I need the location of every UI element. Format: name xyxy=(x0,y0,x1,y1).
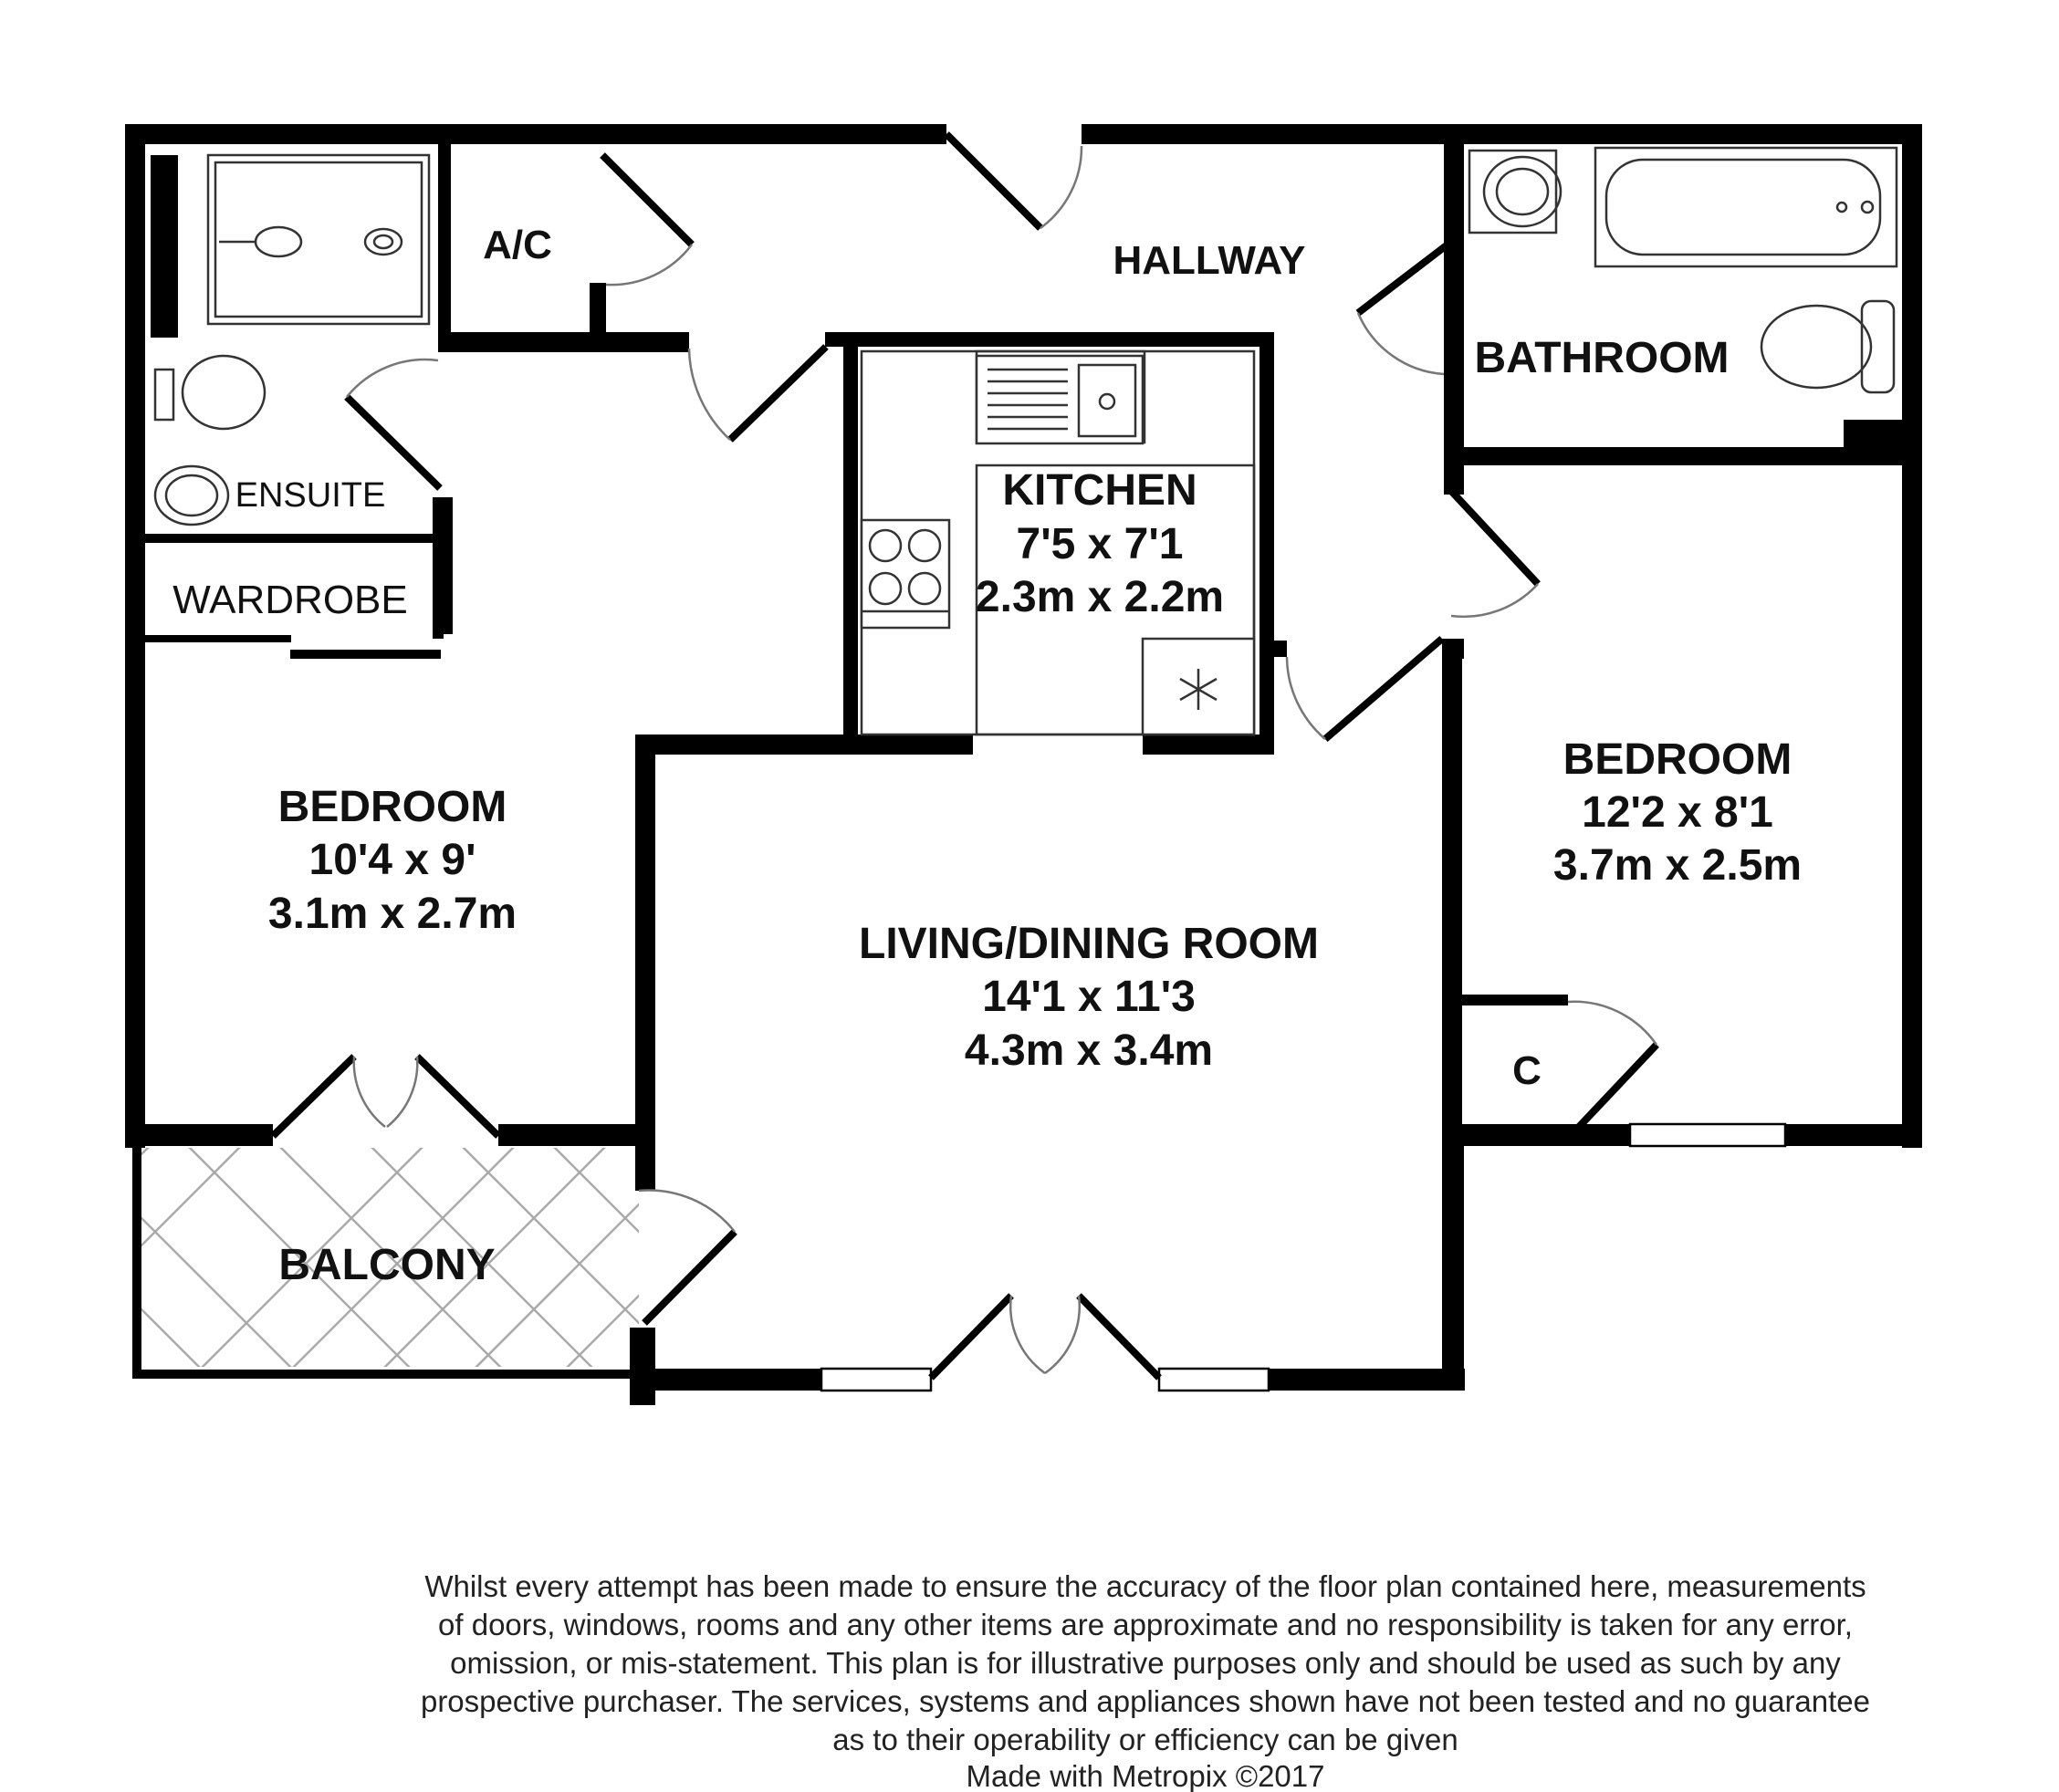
room-dims-kitchen-imperial: 7'5 x 7'1 xyxy=(1016,520,1184,568)
room-dims-living-imperial: 14'1 x 11'3 xyxy=(982,973,1196,1021)
room-dims-living-metric: 4.3m x 3.4m xyxy=(964,1026,1214,1075)
room-label-bedroom-right: BEDROOM xyxy=(1563,735,1792,784)
room-dims-bedroom-left-imperial: 10'4 x 9' xyxy=(308,836,476,884)
room-dims-bedroom-right-imperial: 12'2 x 8'1 xyxy=(1582,788,1773,837)
room-label-ensuite: ENSUITE xyxy=(235,476,386,515)
metropix-credit: Made with Metropix ©2017 xyxy=(966,1759,1325,1792)
ensuite-fixtures xyxy=(155,155,429,525)
room-label-kitchen: KITCHEN xyxy=(1002,466,1197,515)
room-label-living: LIVING/DINING ROOM xyxy=(859,920,1319,968)
windows xyxy=(821,1124,1785,1391)
disclaimer-line: prospective purchaser. The services, systems and appliances shown have not been tested and no guarantee xyxy=(420,1684,1871,1718)
room-dims-kitchen-metric: 2.3m x 2.2m xyxy=(975,573,1225,621)
room-dims-bedroom-right-metric: 3.7m x 2.5m xyxy=(1552,841,1803,890)
room-label-bathroom: BATHROOM xyxy=(1474,334,1730,382)
room-label-balcony: BALCONY xyxy=(278,1241,496,1289)
room-dims-bedroom-left-metric: 3.1m x 2.7m xyxy=(267,890,517,938)
room-label-hallway: HALLWAY xyxy=(1113,238,1306,283)
room-label-bedroom-left: BEDROOM xyxy=(277,783,507,831)
room-label-ac: A/C xyxy=(483,223,552,267)
disclaimer-line: Whilst every attempt has been made to ensure the accuracy of the floor plan contained here, measurements xyxy=(424,1569,1866,1603)
disclaimer-line: of doors, windows, rooms and any other items are approximate and no responsibility is taken for any error, xyxy=(438,1608,1853,1641)
disclaimer xyxy=(421,1569,1870,1792)
room-label-wardrobe: WARDROBE xyxy=(172,578,408,622)
room-label-cupboard: C xyxy=(1512,1048,1542,1093)
disclaimer-line: omission, or mis-statement. This plan is for illustrative purposes only and should be used as such by any xyxy=(450,1646,1841,1680)
disclaimer-line: as to their operability or efficiency can be given xyxy=(832,1723,1458,1756)
